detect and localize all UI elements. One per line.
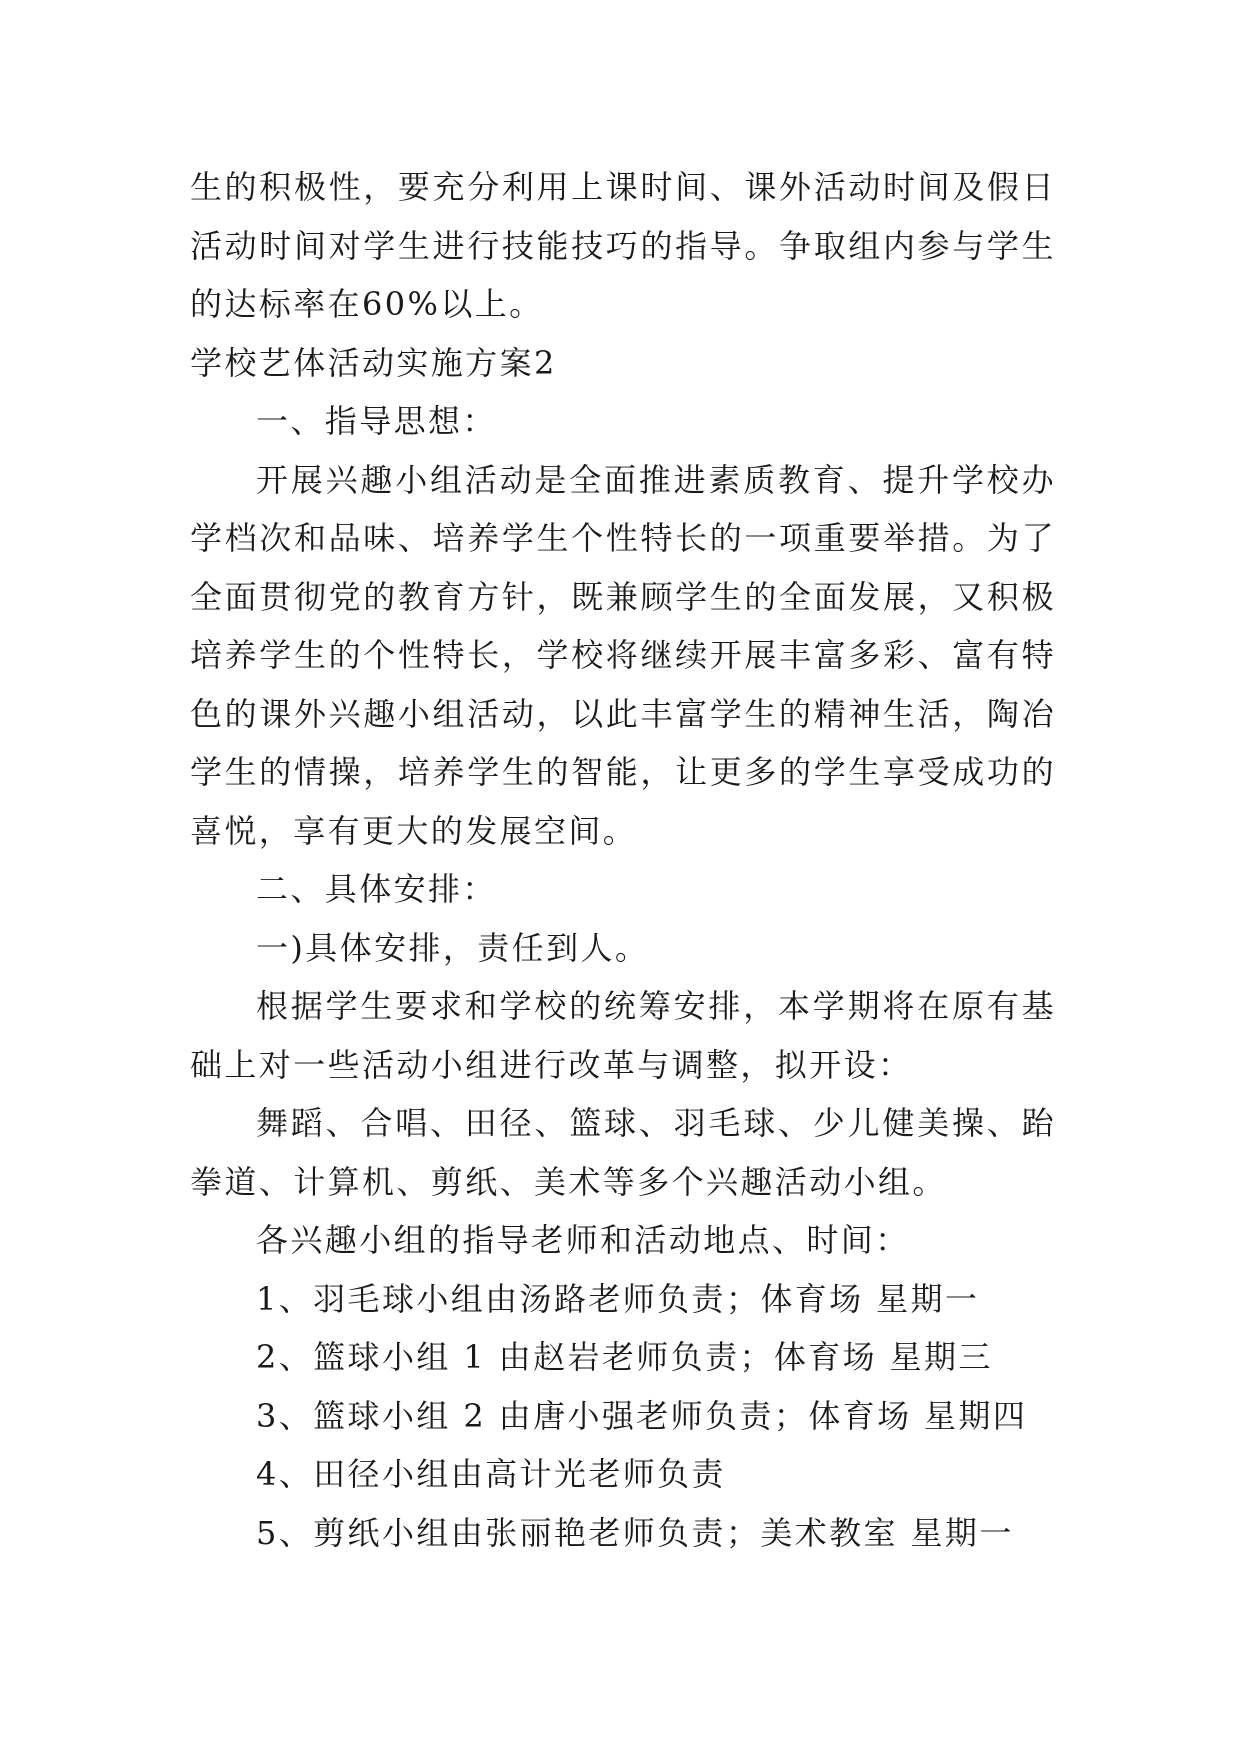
list-item: 4、田径小组由高计光老师负责 xyxy=(256,1455,726,1493)
document-title: 学校艺体活动实施方案2 xyxy=(190,343,557,382)
guiding-ideology-paragraph: 开展兴趣小组活动是全面推进素质教育、提升学校办学档次和品味、培养学生个性特长的一项重要举措。为了全面贯彻党的教育方针，既兼顾学生的全面发展，又积极培养学生的个性特长，学校将继续开展丰富多彩、富有特色的课外兴趣小组活动，以此丰富学生的精神生活，陶冶学生的情操，培养学生的智能，让更多的学生享受成功的喜悦，享有更大的发展空间。 xyxy=(190,460,1056,850)
teachers-intro-paragraph: 各兴趣小组的指导老师和活动地点、时间： xyxy=(256,1221,910,1259)
list-item: 1、羽毛球小组由汤路老师负责；体育场 星期一 xyxy=(256,1279,980,1318)
continuation-paragraph: 生的积极性，要充分利用上课时间、课外活动时间及假日活动时间对学生进行技能技巧的指导。争取组内参与学生的达标率在60%以上。 xyxy=(190,168,1056,323)
list-item: 5、剪纸小组由张丽艳老师负责；美术教室 星期一 xyxy=(256,1513,1014,1552)
groups-list-paragraph: 舞蹈、合唱、田径、篮球、羽毛球、少儿健美操、跆拳道、计算机、剪纸、美术等多个兴趣活动小组。 xyxy=(190,1104,1056,1201)
document-body xyxy=(190,158,1056,1562)
list-item: 3、篮球小组 2 由唐小强老师负责；体育场 星期四 xyxy=(256,1396,1028,1435)
list-item: 2、篮球小组 1 由赵岩老师负责；体育场 星期三 xyxy=(256,1338,993,1376)
section-heading-arrangement: 二、具体安排： xyxy=(256,870,497,908)
subsection-heading-responsibility: 一)具体安排，责任到人。 xyxy=(256,928,650,967)
arrangement-intro-paragraph: 根据学生要求和学校的统筹安排，本学期将在原有基础上对一些活动小组进行改革与调整，拟开设： xyxy=(190,987,1056,1084)
section-heading-guiding-ideology: 一、指导思想： xyxy=(256,402,497,440)
